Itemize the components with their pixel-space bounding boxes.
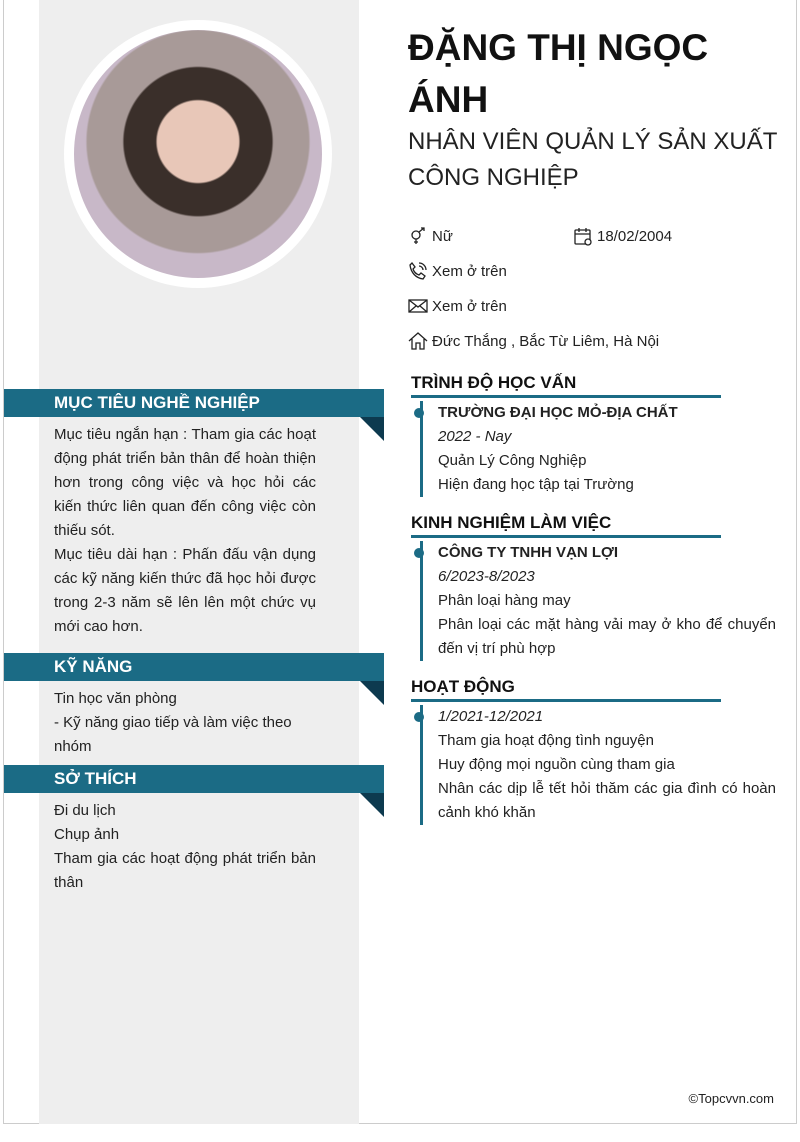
objective-header: MỤC TIÊU NGHỀ NGHIỆP — [4, 389, 384, 417]
footer-credit: ©Topcvvn.com — [688, 1091, 774, 1106]
dob-value: 18/02/2004 — [597, 227, 673, 245]
activities-header: HOẠT ĐỘNG — [411, 675, 721, 702]
phone-value: Xem ở trên — [432, 262, 507, 280]
skills-header: KỸ NĂNG — [4, 653, 384, 681]
activities-entry — [420, 705, 776, 825]
hobbies-list — [54, 799, 316, 895]
activity-item: Tham gia hoạt động tình nguyện — [438, 732, 654, 749]
gender-info — [408, 226, 453, 246]
education-status: Hiện đang học tập tại Trường — [438, 476, 634, 493]
short-term-objective: Mục tiêu ngắn hạn : Tham gia các hoạt động phát triển bản thân để hoàn thiện hơn trong công việc và học hỏi các kiến thức liên quan đến công việc còn thiếu sót. — [54, 426, 316, 539]
experience-period: 6/2023-8/2023 — [438, 568, 535, 585]
hobby-item: Chụp ảnh — [54, 826, 120, 843]
skill-item: Tin học văn phòng — [54, 690, 177, 707]
gender-value: Nữ — [432, 227, 453, 245]
hobby-item: Đi du lịch — [54, 802, 116, 819]
long-term-objective: Mục tiêu dài hạn : Phấn đấu vận dụng các kỹ năng kiến thức đã học hỏi được trong 2-3 năm sẽ lên lên một chức vụ mới cao hơn. — [54, 546, 316, 635]
company-name: CÔNG TY TNHH VẠN LỢI — [438, 544, 619, 561]
activities-period: 1/2021-12/2021 — [438, 708, 544, 725]
bullet-dot — [414, 408, 424, 418]
job-title: NHÂN VIÊN QUẢN LÝ SẢN XUẤT CÔNG NGHIỆP — [408, 128, 777, 191]
skill-item: - Kỹ năng giao tiếp và làm việc theo nhóm — [54, 714, 292, 755]
bullet-dot — [414, 712, 424, 722]
address-value: Đức Thắng , Bắc Từ Liêm, Hà Nội — [432, 332, 660, 350]
email-info — [408, 296, 507, 316]
phone-icon — [408, 261, 428, 281]
skills-list — [54, 687, 316, 759]
education-entry — [420, 401, 776, 497]
hobby-item: Tham gia các hoạt động phát triển bản thân — [54, 850, 316, 891]
experience-entry — [420, 541, 776, 661]
experience-description: Phân loại các mặt hàng vải may ở kho để chuyển đến vị trí phù hợp — [438, 616, 776, 657]
address-info — [408, 331, 659, 351]
email-icon — [408, 296, 428, 316]
activity-item: Nhân các dịp lễ tết hỏi thăm các gia đình có hoàn cảnh khó khăn — [438, 780, 776, 821]
dob-info — [573, 226, 672, 246]
candidate-name: ĐẶNG THỊ NGỌC ÁNH — [408, 27, 709, 120]
email-value: Xem ở trên — [432, 297, 507, 315]
education-period: 2022 - Nay — [438, 428, 512, 445]
phone-info — [408, 261, 507, 281]
home-icon — [408, 331, 428, 351]
avatar-photo — [74, 30, 322, 278]
school-name: TRƯỜNG ĐẠI HỌC MỎ-ĐỊA CHẤT — [438, 404, 678, 421]
activity-item: Huy động mọi nguồn cùng tham gia — [438, 756, 675, 773]
education-major: Quản Lý Công Nghiệp — [438, 452, 587, 469]
objective-text — [54, 423, 316, 639]
hobbies-header: SỞ THÍCH — [4, 765, 384, 793]
education-header: TRÌNH ĐỘ HỌC VẤN — [411, 371, 721, 398]
experience-role: Phân loại hàng may — [438, 592, 571, 609]
bullet-dot — [414, 548, 424, 558]
experience-header: KINH NGHIỆM LÀM VIỆC — [411, 511, 721, 538]
calendar-icon — [573, 226, 593, 246]
gender-icon — [408, 226, 428, 246]
